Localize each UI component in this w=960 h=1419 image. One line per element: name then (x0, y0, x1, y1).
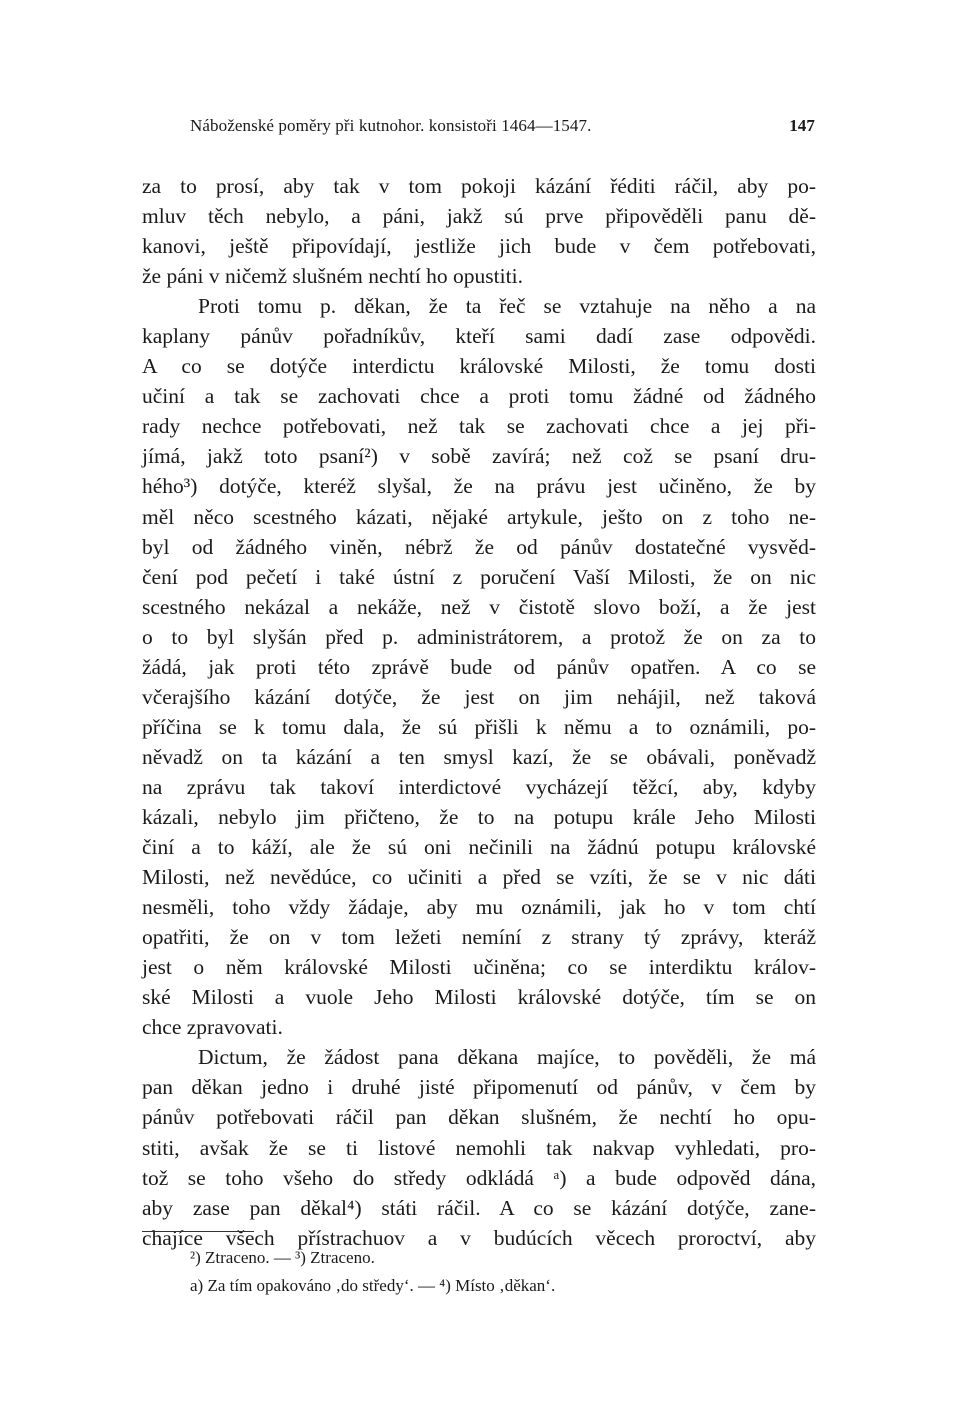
text-line: Milosti, než nevědúce, co učiniti a před se vzíti, že se v nic dáti (142, 865, 816, 890)
text-line: že páni v ničemž slušném nechtí ho opustiti. (142, 264, 523, 289)
text-line: na zprávu tak takoví interdictové vycházejí těžcí, aby, kdyby (142, 774, 816, 799)
text-line: chce zpravovati. (142, 1015, 283, 1040)
footnotes (190, 1244, 815, 1300)
text-line: učiní a tak se zachovati chce a proti tomu žádné od žádného (142, 384, 816, 409)
paragraph-start-line: Proti tomu p. děkan, že ta řeč se vztahuje na něho a na (198, 294, 816, 319)
text-line: tož se toho všeho do středy odkládá ᵃ) a bude odpověd dána, (142, 1165, 816, 1190)
text-line: činí a to káží, ale že sú oni nečinili na žádnú potupu královské (142, 835, 816, 860)
text-line: pan děkan jedno i druhé jisté připomenutí od pánův, v čem by (142, 1075, 816, 1100)
text-line: jímá, jakž toto psaní²) v sobě zavírá; než což se psaní dru- (142, 444, 816, 469)
text-line: příčina se k tomu dala, že sú přišli k němu a to oznámili, po- (142, 714, 816, 739)
text-line: ské Milosti a vuole Jeho Milosti královské dotýče, tím se on (142, 985, 816, 1010)
text-line: o to byl slyšán před p. administrátorem, a protož že on za to (142, 624, 816, 649)
text-line: včerajšího kázání dotýče, že jest on jim nehájil, než taková (142, 684, 816, 709)
running-title: Náboženské poměry při kutnohor. konsistoři 1464—1547. (190, 116, 592, 135)
text-line: mluv těch nebylo, a páni, jakž sú prve připověděli panu dě- (142, 204, 816, 229)
page-number: 147 (789, 116, 815, 135)
text-line: pánův potřebovati ráčil pan děkan slušném, že nechtí ho opu- (142, 1105, 816, 1130)
text-line: kázali, nebylo jim přičteno, že to na potupu krále Jeho Milosti (142, 804, 816, 829)
text-line: A co se dotýče interdictu královské Milosti, že tomu dosti (142, 354, 816, 379)
text-line: žádá, jak proti této zprávě bude od pánův opatřen. A co se (142, 654, 816, 679)
text-line: stiti, avšak že se ti listové nemohli tak nakvap vyhledati, pro- (142, 1135, 816, 1160)
running-header (190, 116, 815, 136)
text-line: chajíce všech přístrachuov a v budúcích věcech proroctví, aby (142, 1225, 816, 1250)
text-line: něvadž on ta kázání a ten smysl kazí, že se obávali, poněvadž (142, 744, 816, 769)
text-line: nesměli, toho vždy žádaje, aby mu oznámili, jak ho v tom chtí (142, 895, 816, 920)
text-line: měl něco scestného kázati, nějaké artykule, ješto on z toho ne- (142, 504, 816, 529)
footnote-line: ²) Ztraceno. — ³) Ztraceno. (190, 1248, 375, 1267)
footnote-line: a) Za tím opakováno ‚do středy‘. — ⁴) Místo ‚děkan‘. (190, 1276, 556, 1295)
text-line: byl od žádného viněn, nébrž že od pánův dostatečné vysvěd- (142, 534, 816, 559)
text-line: kaplany pánův pořadníkův, kteří sami dadí zase odpovědi. (142, 324, 816, 349)
text-line: za to prosí, aby tak v tom pokoji kázání řéditi ráčil, aby po- (142, 174, 816, 198)
text-line: kanovi, ještě připovídají, jestliže jich bude v čem potřebovati, (142, 234, 816, 259)
paragraph-start-line: Dictum, že žádost pana děkana majíce, to pověděli, že má (198, 1045, 816, 1070)
text-line: jest o něm královské Milosti učiněna; co se interdiktu králov- (142, 955, 816, 980)
text-line: scestného nekázal a nekáže, než v čistotě slovo boží, a že jest (142, 594, 816, 619)
text-line: rady nechce potřebovati, než tak se zachovati chce a jej při- (142, 414, 816, 439)
text-line: opatřiti, že on v tom ležeti nemíní z strany tý zprávy, kteráž (142, 925, 816, 950)
text-line: hého³) dotýče, kteréž slyšal, že na právu jest učiněno, že by (142, 474, 816, 499)
body-text (142, 171, 816, 1253)
footnote-rule (142, 1231, 254, 1232)
text-line: aby zase pan děkal⁴) státi ráčil. A co se kázání dotýče, zane- (142, 1195, 816, 1220)
text-line: čení pod pečetí i také ústní z poručení Vaší Milosti, že on nic (142, 564, 816, 589)
